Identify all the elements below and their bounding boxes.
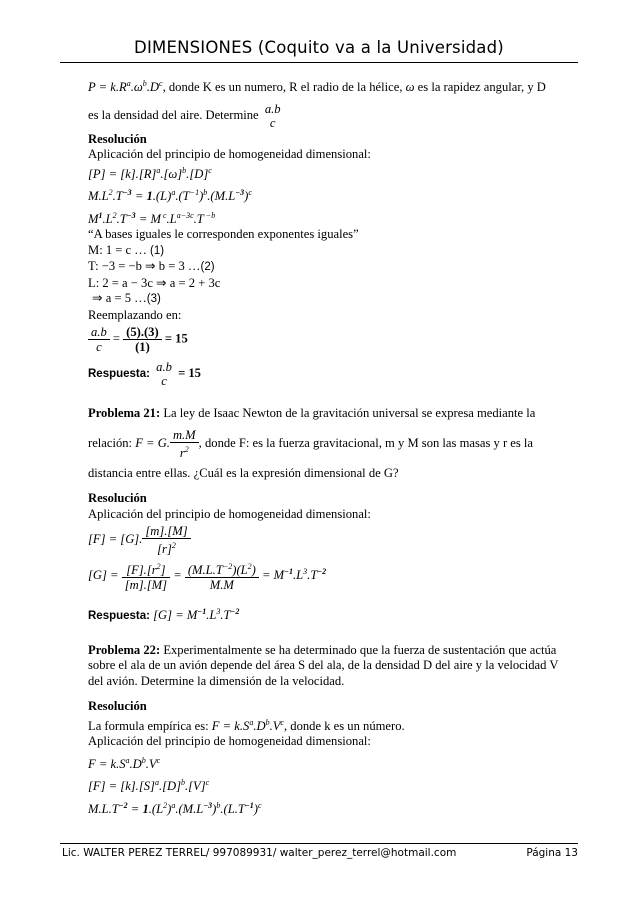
gravity-equation-1: [F] = [G]. $\frac{[m].[M]}{[r]^2}$	[88, 524, 578, 556]
equation-2: $M.L^2.T^{-3} = 1.(L)^a.(T^{-1})^b.(M.L^{-3})^c$	[88, 188, 252, 203]
problem-21-line-1: Problema 21: La ley de Isaac Newton de la gravitación universal se expresa mediante la	[88, 406, 536, 420]
page-content	[88, 72, 578, 817]
principle-text-2: Aplicación del principio de homogeneidad dimensional:	[88, 506, 371, 521]
answer-label-2: Respuesta:	[88, 610, 150, 622]
m-exponent-line: M: 1 = c … (1)	[88, 242, 165, 257]
problem-22-line-2: sobre el ala de un avión depende del área S del ala, de la densidad D del aire y la velocidad V	[88, 658, 559, 672]
resolution-heading-2: Resolución	[88, 491, 147, 505]
principle-text-1: Aplicación del principio de homogeneidad dimensional:	[88, 147, 371, 161]
footer-divider	[60, 843, 578, 844]
page-header-title: DIMENSIONES (Coquito va a la Universidad)	[134, 38, 504, 57]
bases-quote: “A bases iguales le corresponden exponentes iguales”	[88, 227, 359, 241]
replace-text: Reemplazando en:	[88, 307, 182, 322]
ab-over-c-fraction: a.b c	[264, 101, 281, 130]
problem-21-line-3: distancia entre ellas. ¿Cuál es la expresión dimensional de G?	[88, 465, 399, 480]
lift-equation-3: $M.L.T^{-2} = 1.(L^2)^a.(M.L^{-3})^b.(L.T^{-1})^c$	[88, 800, 262, 816]
answer-1: Respuesta: a.b c = 15	[88, 360, 201, 388]
empirical-formula-line: La formula empírica es: $F = k.S^a.D^b.V^c$, donde k es un número.	[88, 717, 405, 733]
problem-22-line-1: Problema 22: Experimentalmente se ha determinado que la fuerza de sustentación que actúa	[88, 642, 557, 657]
replace-equation: $\frac{a.b}{c}$ = $\frac{(5).(3)}{(1)}$ = 15	[88, 325, 578, 354]
intro-text-1: , donde K es un numero, R el radio de la hélice,	[162, 80, 406, 94]
footer-page-number: Página 13	[526, 847, 578, 859]
lift-equation-1: $F = k.S^a.D^b.V^c$	[88, 755, 161, 771]
problem-21-line-2: relación: F = G. $\frac{m.M}{r^2}$ , donde F: es la fuerza gravitacional, m y M son las masas y r es la	[88, 427, 534, 460]
problem-22-line-3: del avión. Determine la dimensión de la velocidad.	[88, 673, 345, 688]
answer-2: Respuesta: $[G] = M^{-1}.L^3.T^{-2}$	[88, 607, 240, 622]
intro-line-1	[88, 76, 578, 96]
intro-formula: $P = k.R^a.\omega^b.D^c$	[88, 79, 163, 94]
principle-text-3: Aplicación del principio de homogeneidad dimensional:	[88, 734, 371, 748]
intro-text-2: es la rapidez angular, y D	[414, 80, 546, 94]
resolution-heading-3: Resolución	[88, 699, 147, 713]
problem-21-title: Problema 21:	[88, 406, 161, 420]
equation-1: $[P] = [k].[R]^a.[\omega]^b.[D]^c$	[88, 165, 212, 181]
equation-3: $M^1.L^2.T^{-3} = M$ $^c.L^{a-3c}.T$ $^{-b}$	[88, 210, 216, 226]
gravity-equation-2: [G] = $\frac{[F].[r^2]}{[m].[M]}$ = $\frac{(M.L.T^{-2})(L^2)}{M.M}$ = $M^{-1}.L^3.T^{-2}$	[88, 562, 327, 592]
intro-text-3: es la densidad del aire. Determine	[88, 107, 259, 122]
lift-equation-2: $[F] = [k].[S]^a.[D]^b.[V]^c$	[88, 778, 210, 793]
a-value-line: ⇒ a = 5 …(3)	[92, 291, 161, 305]
answer-label-1: Respuesta:	[88, 367, 150, 380]
intro-line-2	[88, 102, 578, 130]
header-divider	[60, 62, 578, 63]
t-exponent-line: T: −3 = −b ⇒ b = 3 …(2)	[88, 259, 215, 273]
footer-author: Lic. WALTER PEREZ TERREL/ 997089931/ walter_perez_terrel@hotmail.com	[62, 847, 457, 859]
problem-22-title: Problema 22:	[88, 642, 161, 657]
omega-symbol: ω	[405, 80, 415, 94]
l-exponent-line: L: 2 = a − 3c ⇒ a = 2 + 3c	[88, 275, 221, 290]
resolution-heading-1: Resolución	[88, 131, 147, 146]
